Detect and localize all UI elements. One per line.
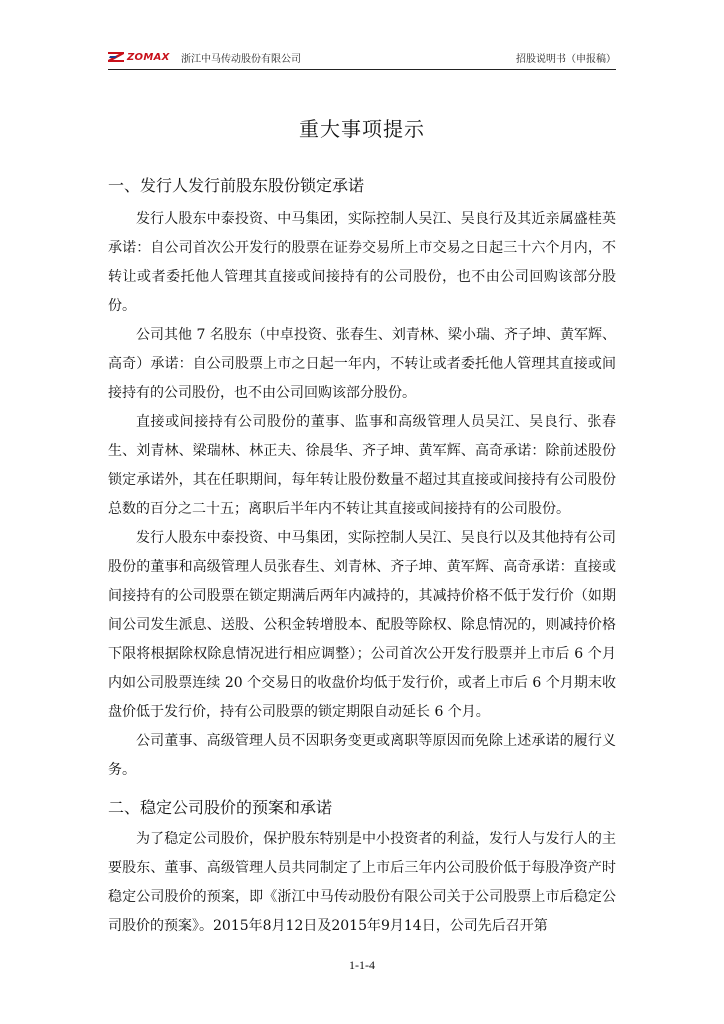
paragraph: 公司其他 7 名股东（中卓投资、张春生、刘青林、梁小瑞、齐子坤、黄军辉、高奇）承诺：自公司股票上市之日起一年内，不转让或者委托他人管理其直接或间接持有的公司股份，也不由公司回购该部分股份。: [108, 327, 616, 401]
document-type: 招股说明书（申报稿）: [516, 54, 616, 65]
zomax-logo-icon: [108, 51, 126, 63]
section-2-body: [108, 825, 616, 941]
paragraph: 公司董事、高级管理人员不因职务变更或离职等原因而免除上述承诺的履行义务。: [108, 733, 616, 778]
page-header: [108, 47, 616, 70]
page-number: 1-1-4: [349, 958, 375, 972]
section-heading-2: 二、稳定公司股价的预案和承诺: [108, 798, 333, 817]
page-title: 重大事项提示: [299, 117, 425, 141]
logo-text: ZOMAX: [127, 51, 170, 63]
paragraph: 发行人股东中泰投资、中马集团，实际控制人吴江、吴良行及其近亲属盛桂英承诺：自公司首次公开发行的股票在证券交易所上市交易之日起三十六个月内，不转让或者委托他人管理其直接或间接持有的公司股份，也不由公司回购该部分股份。: [108, 211, 616, 314]
paragraph: 为了稳定公司股价，保护股东特别是中小投资者的利益，发行人与发行人的主要股东、董事、高级管理人员共同制定了上市后三年内公司股价低于每股净资产时稳定公司股价的预案，即《浙江中马传动股份有限公司关于公司股票上市后稳定公司股价的预案》。2015年8月12日及2015年9月14日，公司先后召开第: [108, 831, 616, 934]
paragraph: 直接或间接持有公司股份的董事、监事和高级管理人员吴江、吴良行、张春生、刘青林、梁瑞林、林正夫、徐晨华、齐子坤、黄军辉、高奇承诺：除前述股份锁定承诺外，其在任职期间，每年转让股份数量不超过其直接或间接持有公司股份总数的百分之二十五；离职后半年内不转让其直接或间接持有的公司股份。: [108, 414, 616, 517]
company-logo: [108, 50, 170, 64]
company-name: 浙江中马传动股份有限公司: [181, 54, 301, 65]
paragraph: 发行人股东中泰投资、中马集团，实际控制人吴江、吴良行以及其他持有公司股份的董事和高级管理人员张春生、刘青林、齐子坤、黄军辉、高奇承诺：直接或间接持有的公司股票在锁定期满后两年内减持的，其减持价格不低于发行价（如期间公司发生派息、送股、公积金转增股本、配股等除权、除息情况的，则减持价格下限将根据除权除息情况进行相应调整）；公司首次公开发行股票并上市后 6 个月内如公司股票连续 20 个交易日的收盘价均低于发行价，或者上市后 6 个月期末收盘价低于发行价，持有公司股票的锁定期限自动延长 6 个月。: [108, 530, 616, 720]
section-heading-1: 一、发行人发行前股东股份锁定承诺: [108, 176, 365, 195]
section-1-body: [108, 205, 616, 785]
